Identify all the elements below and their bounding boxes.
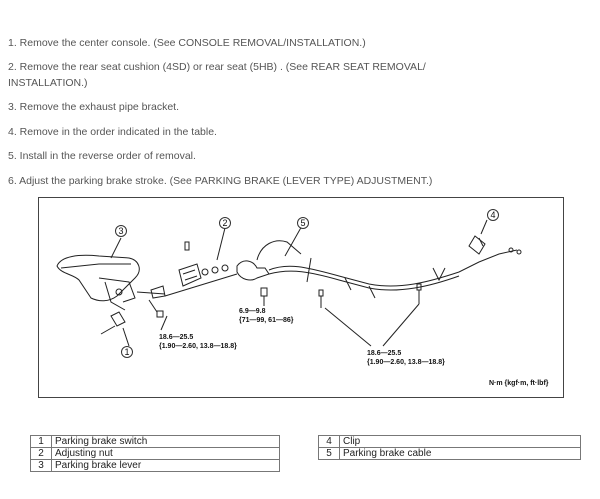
table-row <box>319 448 581 460</box>
torque-spec-nut-units: {71—99, 61—86} <box>239 317 294 324</box>
torque-spec-cable-value: 18.6—25.5 <box>367 350 402 357</box>
parts-table-right <box>318 435 581 460</box>
callout-4: 4 <box>487 209 499 221</box>
brake-switch-drawing <box>111 312 125 326</box>
parts-table-left <box>30 435 280 472</box>
part-name: Adjusting nut <box>52 448 280 460</box>
callout-3: 3 <box>115 225 127 237</box>
table-row <box>319 436 581 448</box>
step-6: 6. Adjust the parking brake stroke. (See PARKING BRAKE (LEVER TYPE) ADJUSTMENT.) <box>8 175 433 187</box>
part-name: Parking brake lever <box>52 460 280 472</box>
brake-cable-drawing <box>269 250 517 286</box>
part-name: Parking brake switch <box>52 436 280 448</box>
torque-spec-lever-value: 18.6—25.5 <box>159 334 194 341</box>
torque-spec-nut-value: 6.9—9.8 <box>239 308 266 315</box>
part-number: 2 <box>31 448 52 460</box>
part-number: 3 <box>31 460 52 472</box>
part-number: 4 <box>319 436 340 448</box>
step-4: 4. Remove in the order indicated in the table. <box>8 126 217 138</box>
part-name: Parking brake cable <box>340 448 581 460</box>
callout-5: 5 <box>297 217 309 229</box>
part-name: Clip <box>340 436 581 448</box>
callout-2: 2 <box>219 217 231 229</box>
step-1: 1. Remove the center console. (See CONSOLE REMOVAL/INSTALLATION.) <box>8 37 366 49</box>
callout-1: 1 <box>121 346 133 358</box>
table-row <box>31 448 280 460</box>
table-row <box>31 436 280 448</box>
parking-brake-diagram <box>38 197 564 398</box>
torque-spec-lever-units: {1.90—2.60, 13.8—18.8} <box>159 343 237 350</box>
part-number: 1 <box>31 436 52 448</box>
torque-unit-legend: N·m {kgf·m, ft·lbf} <box>489 380 549 387</box>
brake-lever-drawing <box>57 255 139 300</box>
table-row <box>31 460 280 472</box>
part-number: 5 <box>319 448 340 460</box>
step-5: 5. Install in the reverse order of removal. <box>8 150 196 162</box>
step-3: 3. Remove the exhaust pipe bracket. <box>8 101 180 113</box>
torque-spec-cable-units: {1.90—2.60, 13.8—18.8} <box>367 359 445 366</box>
step-2: 2. Remove the rear seat cushion (4SD) or rear seat (5HB) . (See REAR SEAT REMOVAL/ INSTALLATION.) <box>8 61 426 89</box>
